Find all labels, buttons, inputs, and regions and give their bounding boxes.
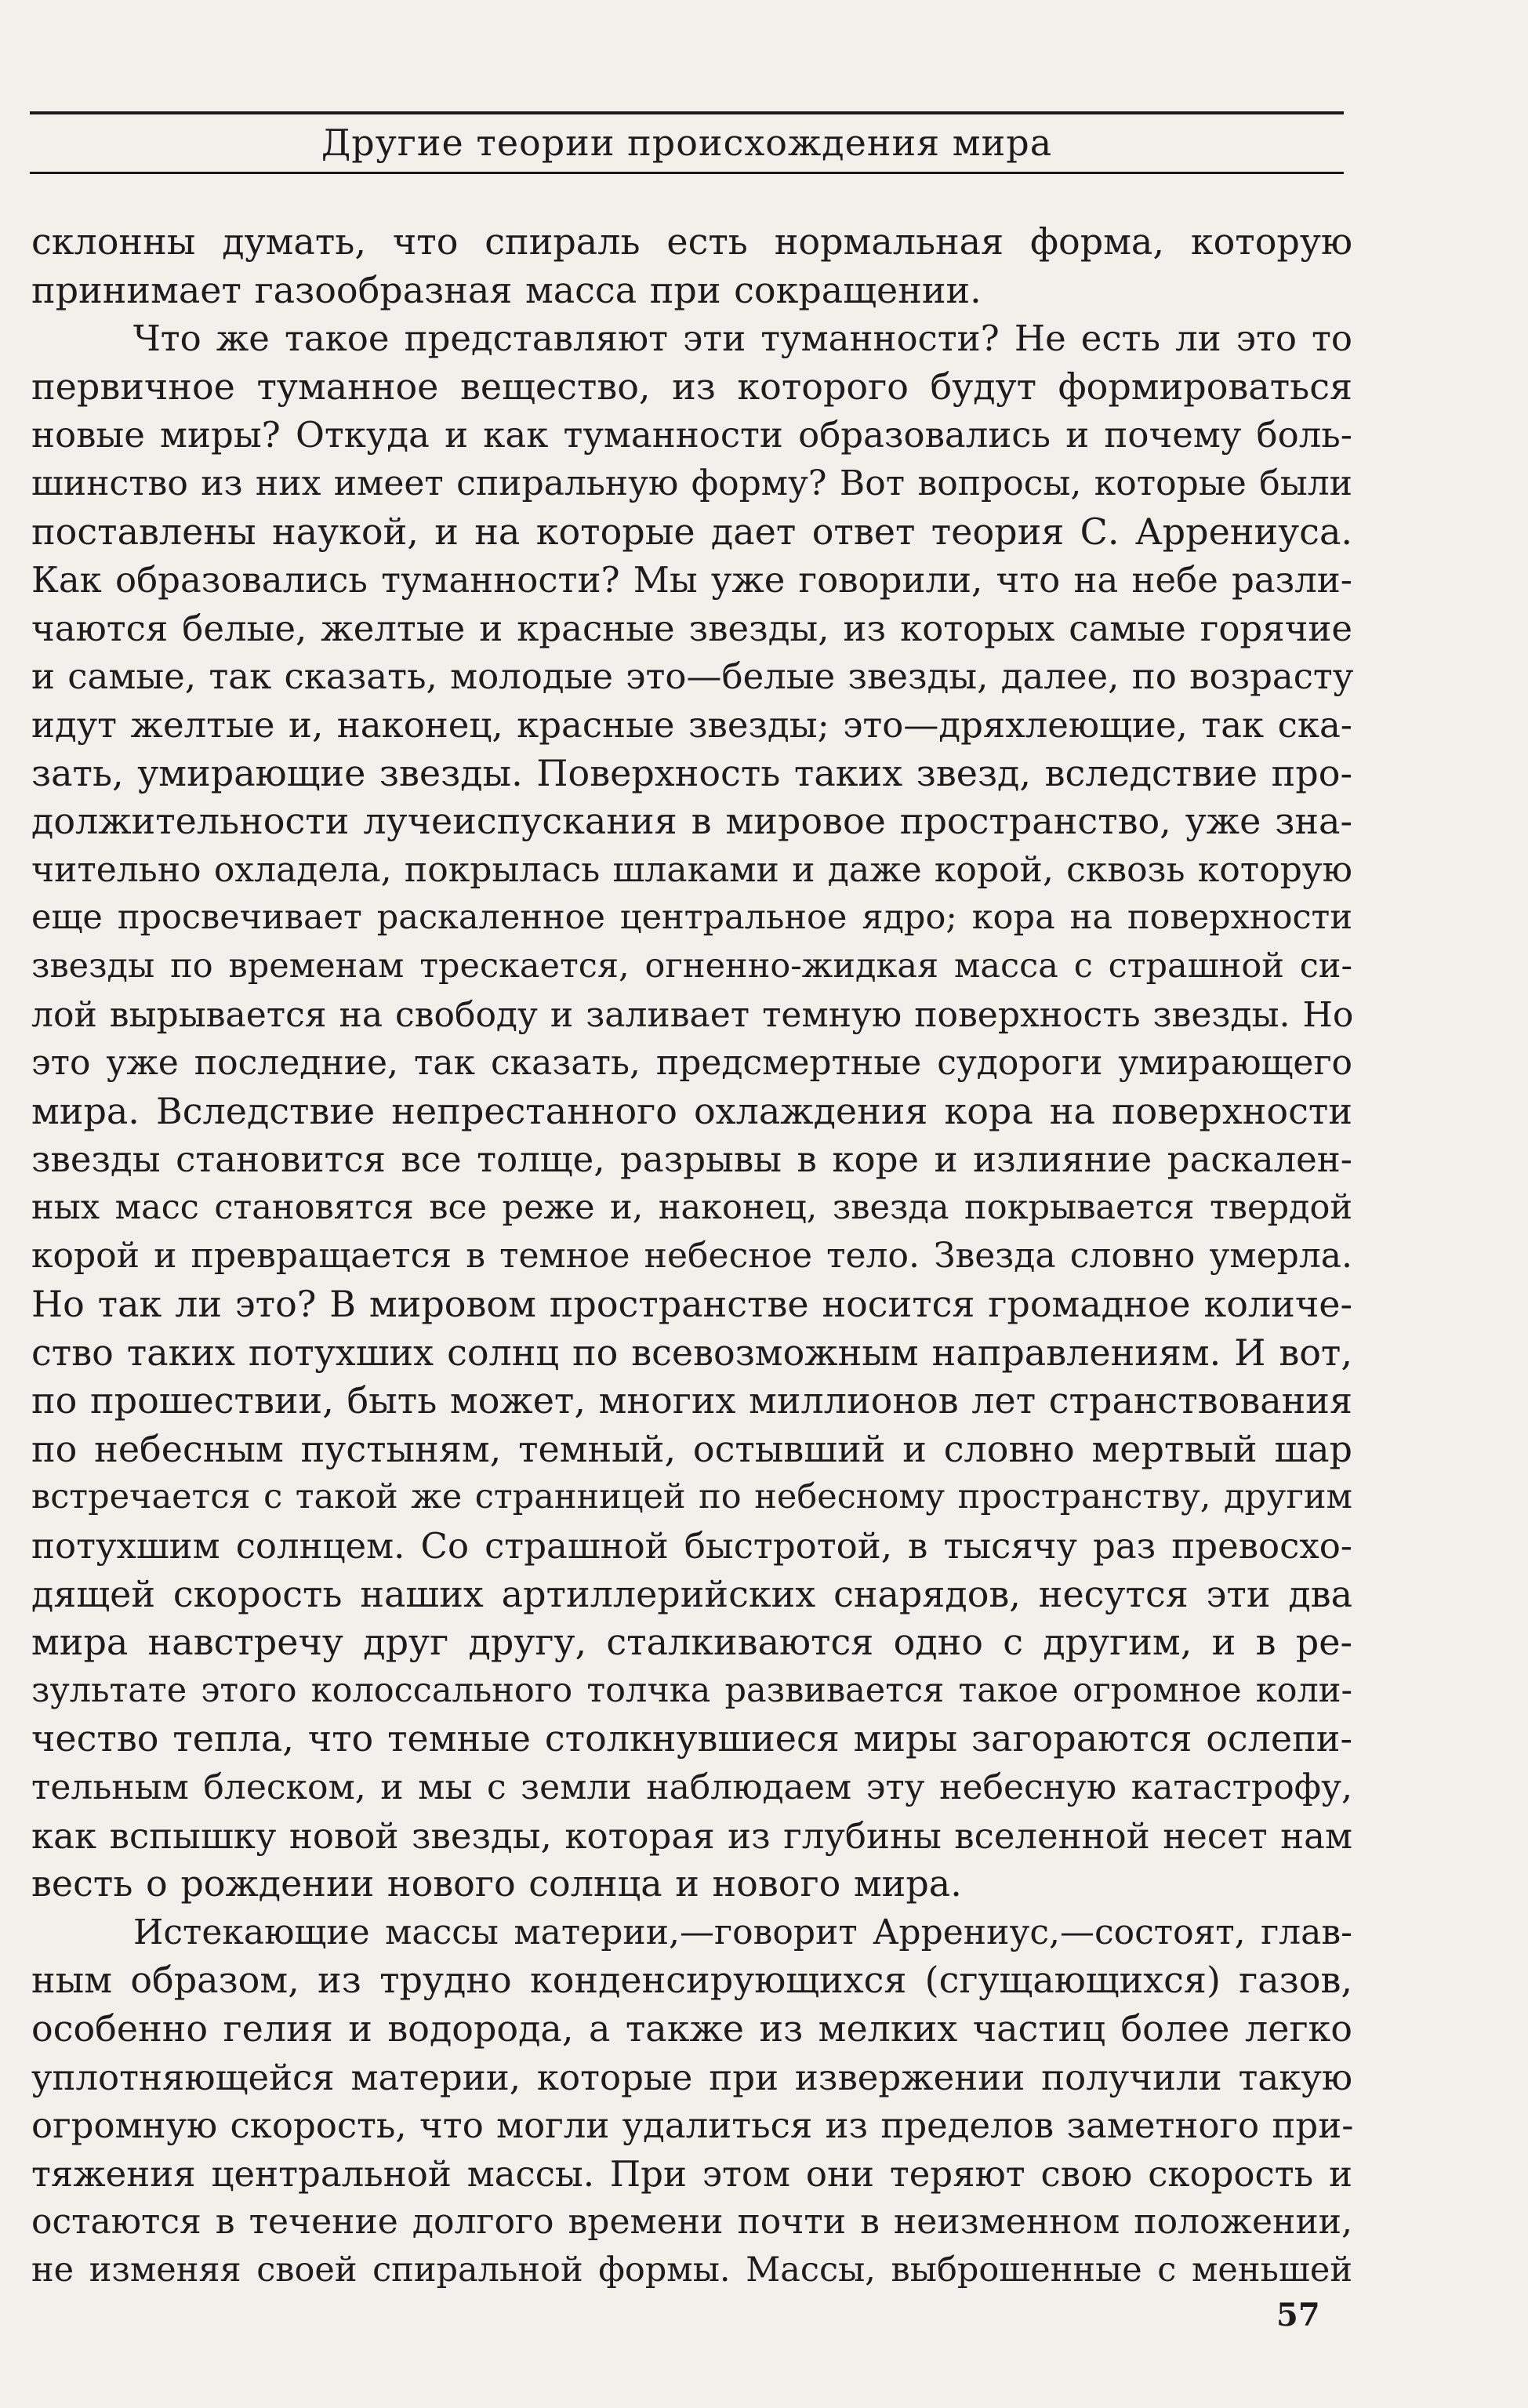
text-line: уплотняющейся материи, которые при извержении получили такую — [31, 2056, 1352, 2098]
text-line: по прошествии, быть может, многих миллионов лет странствования — [31, 1379, 1352, 1422]
text-line: еще просвечивает раскаленное центральное ядро; кора на поверхности — [31, 898, 1352, 938]
text-line: потухшим солнцем. Со страшной быстротой, в тысячу раз превосхо- — [31, 1525, 1352, 1567]
text-line: лой вырывается на свободу и заливает темную поверхность звезды. Но — [31, 994, 1354, 1035]
text-line: это уже последние, так сказать, предсмертные судороги умирающего — [31, 1043, 1352, 1084]
body-text — [31, 218, 1352, 2295]
text-line: должительности лучеиспускания в мировое пространство, уже зна- — [31, 800, 1352, 843]
page-number: 57 — [1276, 2297, 1320, 2334]
text-line: поставлены наукой, и на которые дает ответ теория С. Аррениуса. — [31, 510, 1352, 553]
text-line: огромную скорость, что могли удалиться из пределов заметного при- — [31, 2105, 1354, 2147]
text-line: Но так ли это? В мировом пространстве носится громадное количе- — [31, 1283, 1352, 1326]
text-line: зать, умирающие звезды. Поверхность таких звезд, вследствие про- — [31, 751, 1352, 794]
text-line: Как образовались туманности? Мы уже говорили, что на небе разли- — [31, 559, 1352, 601]
text-line: тяжения центральной массы. При этом они теряют свою скорость и — [31, 2152, 1352, 2195]
text-line: мира навстречу друг другу, сталкиваются одно с другим, и в ре- — [31, 1621, 1352, 1664]
header-bottom-rule — [30, 172, 1344, 174]
text-line: первичное туманное вещество, из которого будут формироваться — [31, 365, 1352, 408]
text-line: чаются белые, желтые и красные звезды, из которых самые горячие — [31, 607, 1352, 649]
text-line: звезды становится все толще, разрывы в коре и излияние раскален- — [31, 1139, 1352, 1181]
text-line: звезды по временам трескается, огненно-жидкая масса с страшной си- — [31, 946, 1352, 986]
paragraph-first-line: Что же такое представляют эти туманности? Не есть ли это то — [133, 318, 1352, 360]
text-line: зультате этого колоссального толчка развивается такое огромное коли- — [31, 1670, 1352, 1710]
text-line: особенно гелия и водорода, а также из мелких частиц более легко — [31, 2007, 1352, 2050]
text-line: и самые, так сказать, молодые это—белые звезды, далее, по возрасту — [31, 656, 1354, 698]
text-line: не изменяя своей спиральной формы. Массы, выброшенные с меньшей — [31, 2250, 1352, 2290]
text-line: по небесным пустыням, темный, остывший и словно мертвый шар — [31, 1427, 1352, 1470]
text-line: дящей скорость наших артиллерийских снарядов, несутся эти два — [31, 1572, 1352, 1615]
text-line: принимает газообразная масса при сокращении. — [31, 268, 982, 311]
text-line: идут желтые и, наконец, красные звезды; это—дряхлеющие, так ска- — [31, 703, 1352, 746]
text-line: чество тепла, что темные столкнувшиеся миры загораются ослепи- — [31, 1717, 1352, 1760]
text-line: шинство из них имеет спиральную форму? Вот вопросы, которые были — [31, 463, 1352, 503]
running-title: Другие теории происхождения мира — [321, 122, 1053, 164]
text-line: весть о рождении нового солнца и нового мира. — [31, 1862, 962, 1905]
text-line: встречается с такой же странницей по небесному пространству, другим — [31, 1477, 1352, 1517]
text-line: ным образом, из трудно конденсирующихся (сгущающихся) газов, — [31, 1959, 1352, 2002]
text-line: новые миры? Откуда и как туманности образовались и почему боль- — [31, 414, 1352, 456]
text-line: мира. Вследствие непрестанного охлаждения кора на поверхности — [31, 1089, 1352, 1132]
text-line: корой и превращается в темное небесное тело. Звезда словно умерла. — [31, 1236, 1352, 1277]
text-line: тельным блеском, и мы с земли наблюдаем эту небесную катастрофу, — [31, 1767, 1352, 1807]
text-line: ство таких потухших солнц по всевозможным направлениям. И вот, — [31, 1331, 1352, 1374]
text-line: чительно охладела, покрылась шлаками и даже корой, сквозь которую — [31, 849, 1352, 890]
text-line: склонны думать, что спираль есть нормальная форма, которую — [31, 220, 1352, 263]
header-top-rule — [30, 111, 1344, 114]
text-line: ных масс становятся все реже и, наконец, звезда покрывается твердой — [31, 1187, 1352, 1227]
text-line: как вспышку новой звезды, которая из глубины вселенной несет нам — [31, 1814, 1352, 1857]
paragraph-first-line: Истекающие массы материи,—говорит Аррениус,—состоят, глав- — [133, 1912, 1352, 1952]
text-line: остаются в течение долгого времени почти в неизменном положении, — [31, 2202, 1352, 2243]
